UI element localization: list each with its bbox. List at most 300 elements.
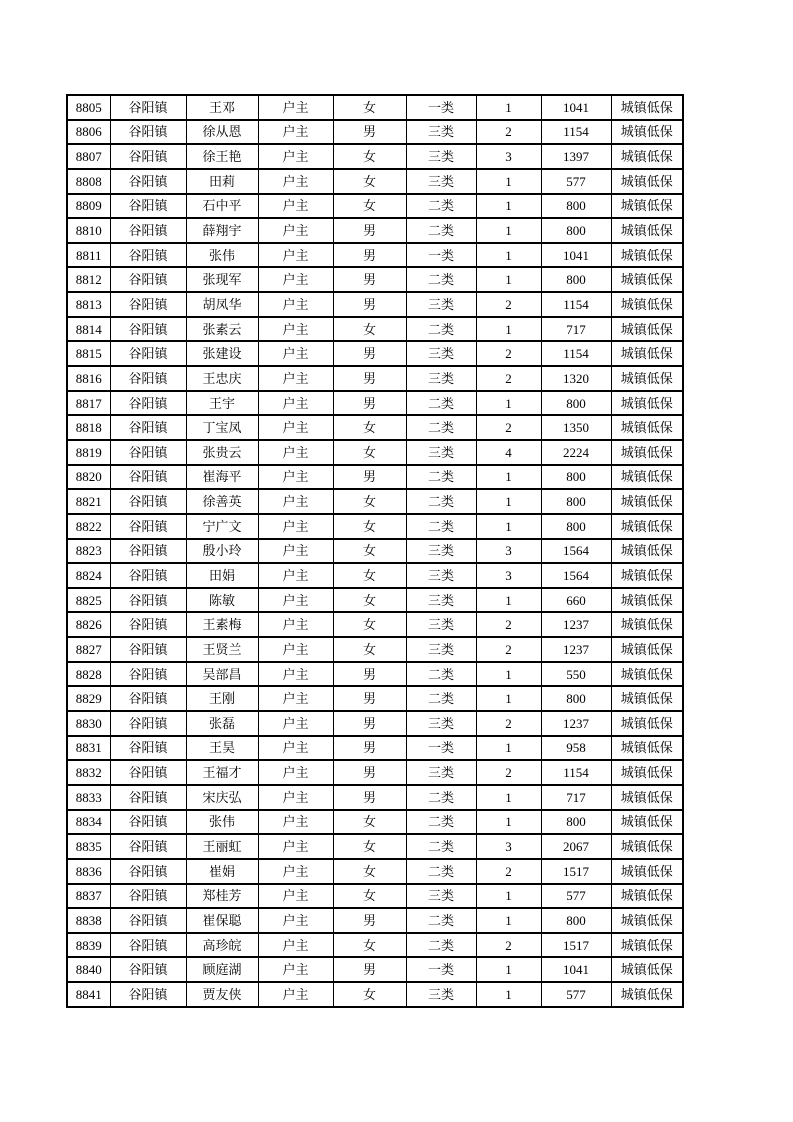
table-row	[67, 317, 683, 342]
cell-amount: 800	[541, 194, 611, 219]
cell-gender: 女	[333, 810, 406, 835]
cell-amount: 577	[541, 169, 611, 194]
cell-person-count: 1	[476, 588, 541, 613]
cell-amount: 1237	[541, 637, 611, 662]
table-row	[67, 785, 683, 810]
cell-person-count: 1	[476, 884, 541, 909]
table-row	[67, 933, 683, 958]
cell-person-count: 1	[476, 267, 541, 292]
cell-relation: 户主	[258, 415, 333, 440]
cell-name: 王刚	[186, 686, 258, 711]
cell-category: 一类	[406, 957, 476, 982]
cell-category: 二类	[406, 465, 476, 490]
cell-relation: 户主	[258, 711, 333, 736]
cell-town: 谷阳镇	[110, 908, 186, 933]
cell-relation: 户主	[258, 908, 333, 933]
cell-benefit-type: 城镇低保	[611, 908, 683, 933]
cell-town: 谷阳镇	[110, 884, 186, 909]
cell-benefit-type: 城镇低保	[611, 243, 683, 268]
cell-relation: 户主	[258, 465, 333, 490]
cell-category: 三类	[406, 366, 476, 391]
cell-name: 顾庭湖	[186, 957, 258, 982]
cell-serial-number: 8823	[67, 539, 110, 564]
cell-relation: 户主	[258, 612, 333, 637]
cell-relation: 户主	[258, 884, 333, 909]
cell-person-count: 1	[476, 169, 541, 194]
cell-town: 谷阳镇	[110, 588, 186, 613]
cell-benefit-type: 城镇低保	[611, 144, 683, 169]
cell-name: 王邓	[186, 95, 258, 120]
cell-name: 丁宝凤	[186, 415, 258, 440]
cell-name: 崔海平	[186, 465, 258, 490]
cell-benefit-type: 城镇低保	[611, 489, 683, 514]
cell-serial-number: 8829	[67, 686, 110, 711]
cell-category: 三类	[406, 612, 476, 637]
cell-relation: 户主	[258, 957, 333, 982]
cell-amount: 2224	[541, 440, 611, 465]
table-row	[67, 292, 683, 317]
cell-person-count: 1	[476, 465, 541, 490]
cell-person-count: 1	[476, 810, 541, 835]
cell-name: 王贤兰	[186, 637, 258, 662]
cell-name: 殷小玲	[186, 539, 258, 564]
cell-town: 谷阳镇	[110, 514, 186, 539]
cell-name: 崔娟	[186, 859, 258, 884]
cell-serial-number: 8834	[67, 810, 110, 835]
cell-gender: 女	[333, 612, 406, 637]
table-row	[67, 489, 683, 514]
cell-amount: 1320	[541, 366, 611, 391]
cell-person-count: 3	[476, 144, 541, 169]
cell-person-count: 1	[476, 391, 541, 416]
cell-amount: 800	[541, 810, 611, 835]
cell-serial-number: 8817	[67, 391, 110, 416]
cell-amount: 1237	[541, 612, 611, 637]
cell-relation: 户主	[258, 194, 333, 219]
cell-amount: 1154	[541, 341, 611, 366]
cell-serial-number: 8821	[67, 489, 110, 514]
cell-person-count: 1	[476, 243, 541, 268]
cell-town: 谷阳镇	[110, 341, 186, 366]
cell-relation: 户主	[258, 489, 333, 514]
cell-name: 张素云	[186, 317, 258, 342]
table-row	[67, 711, 683, 736]
cell-benefit-type: 城镇低保	[611, 612, 683, 637]
cell-name: 张磊	[186, 711, 258, 736]
cell-serial-number: 8810	[67, 218, 110, 243]
cell-category: 三类	[406, 563, 476, 588]
cell-amount: 1154	[541, 120, 611, 145]
cell-category: 三类	[406, 588, 476, 613]
cell-town: 谷阳镇	[110, 612, 186, 637]
cell-person-count: 2	[476, 341, 541, 366]
cell-category: 三类	[406, 760, 476, 785]
cell-category: 三类	[406, 120, 476, 145]
cell-town: 谷阳镇	[110, 218, 186, 243]
cell-relation: 户主	[258, 539, 333, 564]
cell-name: 王宇	[186, 391, 258, 416]
cell-relation: 户主	[258, 662, 333, 687]
cell-relation: 户主	[258, 982, 333, 1007]
cell-person-count: 2	[476, 415, 541, 440]
cell-name: 张现军	[186, 267, 258, 292]
cell-town: 谷阳镇	[110, 637, 186, 662]
cell-relation: 户主	[258, 637, 333, 662]
cell-category: 三类	[406, 539, 476, 564]
table-row	[67, 341, 683, 366]
cell-person-count: 2	[476, 637, 541, 662]
cell-gender: 男	[333, 662, 406, 687]
cell-amount: 1397	[541, 144, 611, 169]
table-row	[67, 539, 683, 564]
cell-person-count: 2	[476, 120, 541, 145]
cell-gender: 女	[333, 144, 406, 169]
cell-person-count: 1	[476, 736, 541, 761]
cell-serial-number: 8832	[67, 760, 110, 785]
cell-gender: 女	[333, 982, 406, 1007]
cell-category: 二类	[406, 834, 476, 859]
cell-name: 王丽虹	[186, 834, 258, 859]
table-row	[67, 514, 683, 539]
table-row	[67, 95, 683, 120]
cell-amount: 1237	[541, 711, 611, 736]
cell-town: 谷阳镇	[110, 489, 186, 514]
cell-amount: 1517	[541, 859, 611, 884]
cell-relation: 户主	[258, 169, 333, 194]
cell-relation: 户主	[258, 588, 333, 613]
cell-amount: 1564	[541, 539, 611, 564]
cell-relation: 户主	[258, 563, 333, 588]
cell-person-count: 2	[476, 933, 541, 958]
cell-benefit-type: 城镇低保	[611, 194, 683, 219]
cell-benefit-type: 城镇低保	[611, 563, 683, 588]
cell-benefit-type: 城镇低保	[611, 218, 683, 243]
cell-benefit-type: 城镇低保	[611, 760, 683, 785]
cell-benefit-type: 城镇低保	[611, 292, 683, 317]
table-row	[67, 637, 683, 662]
cell-town: 谷阳镇	[110, 120, 186, 145]
cell-benefit-type: 城镇低保	[611, 120, 683, 145]
cell-gender: 男	[333, 736, 406, 761]
cell-category: 二类	[406, 686, 476, 711]
cell-town: 谷阳镇	[110, 711, 186, 736]
table-row	[67, 415, 683, 440]
cell-serial-number: 8818	[67, 415, 110, 440]
cell-town: 谷阳镇	[110, 292, 186, 317]
cell-amount: 800	[541, 267, 611, 292]
cell-serial-number: 8812	[67, 267, 110, 292]
table-row	[67, 563, 683, 588]
cell-person-count: 1	[476, 662, 541, 687]
cell-relation: 户主	[258, 317, 333, 342]
cell-name: 徐从恩	[186, 120, 258, 145]
cell-gender: 男	[333, 465, 406, 490]
cell-gender: 男	[333, 292, 406, 317]
cell-gender: 女	[333, 169, 406, 194]
cell-amount: 800	[541, 489, 611, 514]
cell-person-count: 1	[476, 489, 541, 514]
table-row	[67, 884, 683, 909]
cell-gender: 男	[333, 120, 406, 145]
cell-serial-number: 8835	[67, 834, 110, 859]
cell-gender: 女	[333, 637, 406, 662]
table-row	[67, 810, 683, 835]
cell-serial-number: 8808	[67, 169, 110, 194]
cell-amount: 717	[541, 785, 611, 810]
cell-serial-number: 8811	[67, 243, 110, 268]
cell-category: 二类	[406, 785, 476, 810]
cell-name: 崔保聪	[186, 908, 258, 933]
cell-gender: 女	[333, 933, 406, 958]
cell-serial-number: 8836	[67, 859, 110, 884]
cell-gender: 女	[333, 834, 406, 859]
cell-amount: 1041	[541, 95, 611, 120]
cell-amount: 1350	[541, 415, 611, 440]
cell-gender: 女	[333, 194, 406, 219]
cell-gender: 男	[333, 785, 406, 810]
cell-gender: 女	[333, 539, 406, 564]
cell-town: 谷阳镇	[110, 539, 186, 564]
cell-benefit-type: 城镇低保	[611, 933, 683, 958]
cell-category: 一类	[406, 95, 476, 120]
table-row	[67, 736, 683, 761]
cell-relation: 户主	[258, 760, 333, 785]
cell-relation: 户主	[258, 391, 333, 416]
cell-category: 二类	[406, 859, 476, 884]
table-row	[67, 120, 683, 145]
cell-benefit-type: 城镇低保	[611, 884, 683, 909]
cell-town: 谷阳镇	[110, 440, 186, 465]
cell-person-count: 1	[476, 908, 541, 933]
cell-amount: 660	[541, 588, 611, 613]
cell-gender: 男	[333, 243, 406, 268]
cell-gender: 男	[333, 908, 406, 933]
cell-category: 二类	[406, 933, 476, 958]
cell-relation: 户主	[258, 267, 333, 292]
cell-serial-number: 8809	[67, 194, 110, 219]
cell-category: 三类	[406, 711, 476, 736]
table-row	[67, 588, 683, 613]
cell-relation: 户主	[258, 514, 333, 539]
cell-benefit-type: 城镇低保	[611, 366, 683, 391]
cell-amount: 1517	[541, 933, 611, 958]
cell-gender: 女	[333, 489, 406, 514]
cell-name: 张伟	[186, 810, 258, 835]
cell-person-count: 1	[476, 194, 541, 219]
cell-name: 田娟	[186, 563, 258, 588]
cell-person-count: 1	[476, 785, 541, 810]
cell-gender: 女	[333, 563, 406, 588]
cell-name: 王福才	[186, 760, 258, 785]
table-row	[67, 662, 683, 687]
cell-gender: 男	[333, 686, 406, 711]
cell-category: 三类	[406, 292, 476, 317]
cell-serial-number: 8813	[67, 292, 110, 317]
cell-amount: 550	[541, 662, 611, 687]
cell-town: 谷阳镇	[110, 662, 186, 687]
cell-category: 二类	[406, 908, 476, 933]
cell-name: 吴部昌	[186, 662, 258, 687]
cell-gender: 男	[333, 267, 406, 292]
cell-person-count: 1	[476, 95, 541, 120]
cell-category: 三类	[406, 169, 476, 194]
table-row	[67, 834, 683, 859]
cell-category: 二类	[406, 810, 476, 835]
cell-category: 二类	[406, 317, 476, 342]
cell-person-count: 2	[476, 760, 541, 785]
cell-benefit-type: 城镇低保	[611, 982, 683, 1007]
cell-town: 谷阳镇	[110, 317, 186, 342]
cell-relation: 户主	[258, 440, 333, 465]
cell-benefit-type: 城镇低保	[611, 317, 683, 342]
cell-amount: 800	[541, 686, 611, 711]
cell-town: 谷阳镇	[110, 563, 186, 588]
cell-town: 谷阳镇	[110, 785, 186, 810]
table-row	[67, 218, 683, 243]
cell-serial-number: 8828	[67, 662, 110, 687]
cell-amount: 717	[541, 317, 611, 342]
cell-gender: 女	[333, 317, 406, 342]
cell-name: 石中平	[186, 194, 258, 219]
cell-town: 谷阳镇	[110, 169, 186, 194]
cell-amount: 800	[541, 218, 611, 243]
table-row	[67, 440, 683, 465]
cell-benefit-type: 城镇低保	[611, 662, 683, 687]
cell-name: 高珍皖	[186, 933, 258, 958]
cell-benefit-type: 城镇低保	[611, 514, 683, 539]
cell-name: 王忠庆	[186, 366, 258, 391]
cell-amount: 800	[541, 908, 611, 933]
cell-category: 三类	[406, 884, 476, 909]
cell-serial-number: 8837	[67, 884, 110, 909]
table-row	[67, 686, 683, 711]
table-row	[67, 612, 683, 637]
cell-name: 贾友侠	[186, 982, 258, 1007]
cell-name: 张贵云	[186, 440, 258, 465]
cell-person-count: 2	[476, 292, 541, 317]
cell-person-count: 1	[476, 686, 541, 711]
cell-name: 王素梅	[186, 612, 258, 637]
cell-category: 三类	[406, 341, 476, 366]
cell-benefit-type: 城镇低保	[611, 637, 683, 662]
cell-name: 宋庆弘	[186, 785, 258, 810]
cell-amount: 1154	[541, 760, 611, 785]
cell-gender: 女	[333, 415, 406, 440]
cell-person-count: 2	[476, 612, 541, 637]
cell-category: 二类	[406, 514, 476, 539]
table-row	[67, 144, 683, 169]
cell-category: 一类	[406, 243, 476, 268]
cell-category: 二类	[406, 194, 476, 219]
cell-benefit-type: 城镇低保	[611, 415, 683, 440]
cell-benefit-type: 城镇低保	[611, 686, 683, 711]
cell-gender: 女	[333, 859, 406, 884]
cell-serial-number: 8816	[67, 366, 110, 391]
cell-serial-number: 8819	[67, 440, 110, 465]
cell-serial-number: 8838	[67, 908, 110, 933]
cell-town: 谷阳镇	[110, 810, 186, 835]
cell-town: 谷阳镇	[110, 760, 186, 785]
cell-name: 郑桂芳	[186, 884, 258, 909]
cell-serial-number: 8826	[67, 612, 110, 637]
cell-relation: 户主	[258, 785, 333, 810]
cell-relation: 户主	[258, 810, 333, 835]
cell-amount: 958	[541, 736, 611, 761]
cell-name: 徐王艳	[186, 144, 258, 169]
cell-person-count: 2	[476, 366, 541, 391]
cell-benefit-type: 城镇低保	[611, 391, 683, 416]
cell-name: 宁广文	[186, 514, 258, 539]
cell-town: 谷阳镇	[110, 933, 186, 958]
cell-amount: 577	[541, 884, 611, 909]
cell-town: 谷阳镇	[110, 736, 186, 761]
cell-town: 谷阳镇	[110, 391, 186, 416]
cell-amount: 2067	[541, 834, 611, 859]
cell-relation: 户主	[258, 834, 333, 859]
cell-category: 三类	[406, 440, 476, 465]
cell-amount: 800	[541, 465, 611, 490]
cell-relation: 户主	[258, 859, 333, 884]
cell-benefit-type: 城镇低保	[611, 711, 683, 736]
cell-person-count: 4	[476, 440, 541, 465]
cell-gender: 男	[333, 366, 406, 391]
cell-serial-number: 8827	[67, 637, 110, 662]
cell-amount: 1041	[541, 957, 611, 982]
cell-relation: 户主	[258, 736, 333, 761]
table-body	[67, 95, 683, 1007]
cell-benefit-type: 城镇低保	[611, 267, 683, 292]
cell-benefit-type: 城镇低保	[611, 465, 683, 490]
cell-benefit-type: 城镇低保	[611, 588, 683, 613]
cell-person-count: 2	[476, 711, 541, 736]
cell-benefit-type: 城镇低保	[611, 810, 683, 835]
cell-person-count: 1	[476, 218, 541, 243]
cell-benefit-type: 城镇低保	[611, 785, 683, 810]
cell-gender: 女	[333, 884, 406, 909]
cell-gender: 女	[333, 514, 406, 539]
cell-serial-number: 8815	[67, 341, 110, 366]
cell-town: 谷阳镇	[110, 267, 186, 292]
cell-town: 谷阳镇	[110, 834, 186, 859]
cell-gender: 男	[333, 760, 406, 785]
table-row	[67, 169, 683, 194]
cell-gender: 女	[333, 95, 406, 120]
cell-category: 三类	[406, 637, 476, 662]
cell-gender: 女	[333, 588, 406, 613]
cell-serial-number: 8822	[67, 514, 110, 539]
benefits-table	[66, 94, 684, 1008]
table-row	[67, 465, 683, 490]
cell-person-count: 3	[476, 539, 541, 564]
cell-benefit-type: 城镇低保	[611, 957, 683, 982]
cell-serial-number: 8833	[67, 785, 110, 810]
cell-town: 谷阳镇	[110, 465, 186, 490]
cell-amount: 1041	[541, 243, 611, 268]
cell-category: 二类	[406, 267, 476, 292]
cell-serial-number: 8840	[67, 957, 110, 982]
cell-gender: 男	[333, 341, 406, 366]
cell-town: 谷阳镇	[110, 982, 186, 1007]
cell-gender: 女	[333, 440, 406, 465]
cell-person-count: 1	[476, 982, 541, 1007]
cell-serial-number: 8830	[67, 711, 110, 736]
cell-person-count: 2	[476, 859, 541, 884]
cell-serial-number: 8807	[67, 144, 110, 169]
cell-category: 二类	[406, 391, 476, 416]
cell-person-count: 1	[476, 957, 541, 982]
cell-relation: 户主	[258, 243, 333, 268]
table-row	[67, 957, 683, 982]
